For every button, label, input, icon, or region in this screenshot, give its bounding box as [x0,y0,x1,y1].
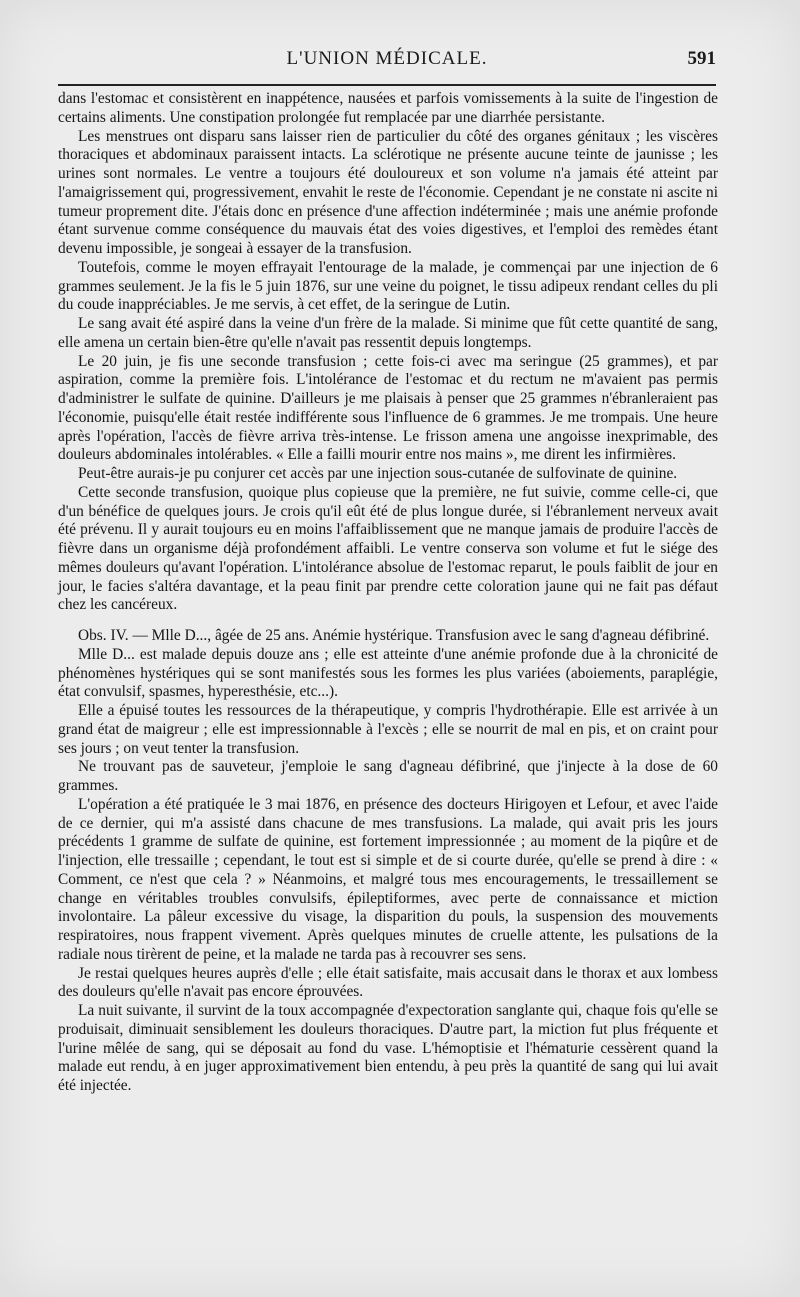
running-header [58,48,716,78]
paragraph: Le sang avait été aspiré dans la veine d'un frère de la malade. Si minime que fût cette quantité de sang, elle amena un certain bien-être qu'elle n'avait pas ressentit depuis longtemps. [58,315,718,351]
paragraph: Ne trouvant pas de sauveteur, j'emploie le sang d'agneau défibriné, que j'injecte à la dose de 60 grammes. [58,758,718,794]
header-rule [58,84,716,86]
body-text [58,90,718,1096]
observation-heading: Obs. IV. — Mlle D..., âgée de 25 ans. Anémie hystérique. Transfusion avec le sang d'agneau défibriné. [78,627,710,644]
paragraph: Elle a épuisé toutes les ressources de la thérapeutique, y compris l'hydrothérapie. Elle est arrivée à un grand état de maigreur ; elle est impressionnable à l'excès ; elle se nourrit de mal en pis, et on craint pour ses jours ; on veut tenter la transfusion. [58,702,718,757]
paragraph: Cette seconde transfusion, quoique plus copieuse que la première, ne fut suivie, comme celle-ci, que d'un bénéfice de quelques jours. Je crois qu'il eût été de plus longue durée, si l'ébranlement nerveux avait été prévenu. Il y aurait toujours eu en moins l'affaiblissement que ne manque jamais de produire l'accès de fièvre dans un organisme déjà profondément affaibli. Le ventre conserva son volume et fut le siége des mêmes douleurs qu'avant l'opération. L'intolérance absolue de l'estomac reparut, le pouls faiblit de jour en jour, le facies s'altéra davantage, et la peau finit par prendre cette coloration jaune qui ne fait pas défaut chez les cancéreux. [58,483,718,614]
paragraph: La nuit suivante, il survint de la toux accompagnée d'expectoration sanglante qui, chaque fois qu'elle se produisait, diminuait sensiblement les douleurs thoraciques. D'autre part, la miction fut plus fréquente et l'urine mêlée de sang, qui se déposait au fond du vase. L'hémoptisie et l'hématurie cessèrent quand la malade eut rendu, à en juger approximativement bien entendu, à peu près la quantité de sang qui lui avait été injectée. [58,1002,718,1094]
paragraph: Je restai quelques heures auprès d'elle ; elle était satisfaite, mais accusait dans le thorax et aux lombess des douleurs qu'elle n'avait pas encore éprouvées. [58,964,718,1001]
running-title: L'UNION MÉDICALE. [286,48,488,69]
paragraph: dans l'estomac et consistèrent en inappétence, nausées et parfois vomissements à la suite de l'ingestion de certains aliments. Une constipation prolongée fut remplacée par une diarrhée persistante. [58,90,718,126]
paragraph: Le 20 juin, je fis une seconde transfusion ; cette fois-ci avec ma seringue (25 grammes), et par aspiration, comme la première fois. L'intolérance de l'estomac et du rectum ne m'avaient pas permis d'administrer le sulfate de quinine. D'ailleurs je me plaisais à penser que 25 grammes n'ébranleraient pas l'économie, puisqu'elle était restée indifférente sous l'influence de 6 grammes. Je me trompais. Une heure après l'opération, l'accès de fièvre arriva très-intense. Le frisson amena une angoisse inexprimable, des douleurs abdominales intolérables. « Elle a failli mourir entre nos mains », me dirent les infirmières. [58,352,718,464]
page-number: 591 [687,48,716,69]
paragraph: Toutefois, comme le moyen effrayait l'entourage de la malade, je commençai par une injection de 6 grammes seulement. Je la fis le 5 juin 1876, sur une veine du poignet, le tissu adipeux rendant celles du pli du coude inappréciables. Je me servis, à cet effet, de la seringue de Lutin. [58,258,718,314]
paragraph: Mlle D... est malade depuis douze ans ; elle est atteinte d'une anémie profonde due à la chronicité de phénomènes hystériques qui se sont manifestés sous les formes les plus variées (aboiements, paraplégie, état convulsif, spasmes, hyperesthésie, etc...). [58,645,718,701]
paragraph: Les menstrues ont disparu sans laisser rien de particulier du côté des organes génitaux ; les viscères thoraciques et abdominaux paraissent intacts. La sclérotique ne présente aucune teinte de jaunisse ; les urines sont normales. Le ventre a toujours été douloureux et son volume n'a jamais été atteint par l'amaigrissement qui, progressivement, envahit le reste de l'économie. Cependant je ne constate ni ascite ni tumeur proprement dite. J'étais donc en présence d'une affection indéterminée ; mais une anémie profonde étant survenue comme conséquence du mauvais état des voies digestives, et l'emploi des remèdes étant devenu impossible, je songeai à essayer de la transfusion. [58,127,718,257]
paragraph: Peut-être aurais-je pu conjurer cet accès par une injection sous-cutanée de sulfovinate de quinine. [78,465,678,482]
paragraph: L'opération a été pratiquée le 3 mai 1876, en présence des docteurs Hirigoyen et Lefour, et avec l'aide de ce dernier, qui m'a assisté dans chacune de mes transfusions. La malade, qui avait pris les jours précédents 1 gramme de sulfate de quinine, est fortement impressionnée ; au moment de la piqûre et de l'injection, elle tressaille ; cependant, le tout est si simple et de si courte durée, qu'elle se prend à dire : « Comment, ce n'est que cela ? » Néanmoins, et malgré tous mes encouragements, le tressaillement se change en véritables troubles convulsifs, épileptiformes, avec perte de connaissance et miction involontaire. La pâleur excessive du visage, la disparition du pouls, la suspension des mouvements respiratoires, nous frappent vivement. Après quelques minutes de cruelle attente, les pulsations de la radiale nous tirèrent de peine, et la malade ne tarda pas à recouvrer ses sens. [58,795,718,963]
